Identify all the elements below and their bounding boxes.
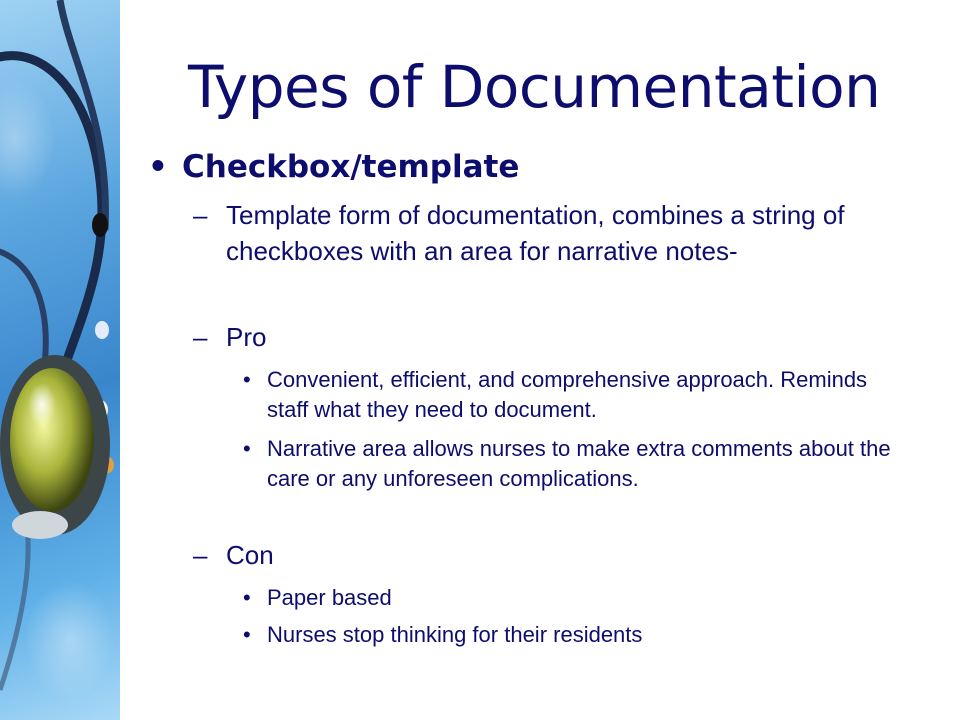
heading-text: Checkbox/template: [182, 149, 520, 185]
pro-point-text: Narrative area allows nurses to make extra comments about the care or any unforeseen complications.: [267, 436, 891, 491]
pro-label: Pro: [226, 322, 267, 352]
bullet-icon: •: [243, 585, 251, 610]
description-text: Template form of documentation, combines a string of checkboxes with an area for narrative notes-: [226, 200, 845, 266]
slide-title: Types of Documentation: [188, 53, 881, 121]
con-point-text: Nurses stop thinking for their residents: [267, 622, 643, 647]
bullet-icon: •: [243, 622, 251, 647]
dash-marker: –: [193, 200, 208, 230]
bullet-icon: •: [243, 436, 251, 461]
bullet-icon: •: [243, 367, 251, 392]
stethoscope-sidebar-image: [0, 0, 120, 720]
stethoscope-icon: [0, 0, 120, 720]
con-label: Con: [226, 540, 274, 570]
bullet-icon: •: [148, 149, 168, 185]
dash-marker: –: [193, 322, 208, 352]
pro-point-text: Convenient, efficient, and comprehensive approach. Reminds staff what they need to document.: [267, 367, 868, 422]
con-point-text: Paper based: [267, 585, 392, 610]
dash-marker: –: [193, 540, 208, 570]
